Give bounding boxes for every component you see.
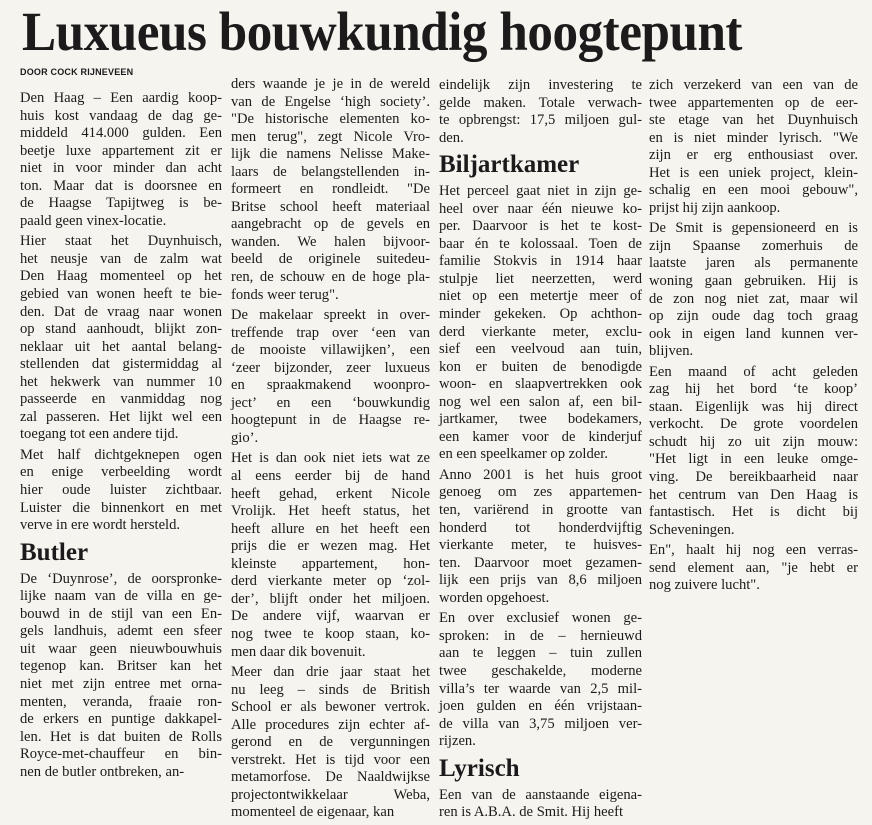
text-line: fonds weer terug". [231,286,339,303]
text-line: al eens eerder bij de hand [231,468,430,485]
text-line: twee appartementen op de eer- [649,94,858,111]
text-line: prijst hij zijn aankoop. [649,199,781,216]
text-line: worden opgehoest. [439,589,550,606]
text-line: School er als bewoner vertrok. [231,699,430,716]
section-heading [439,754,642,784]
text-line: de Haagse Tapijtweg is be- [20,195,222,212]
paragraph [439,467,642,607]
text-line: zijn er erg enthousiast over. [649,147,858,164]
text-line: ving. De bereikbaarheid naar [649,469,858,486]
text-line: treffende trap over ‘een van [231,324,430,341]
text-line: heeft allure en het heeft een [231,520,430,537]
text-line: minder gekeken. Op achthon- [439,306,642,323]
text-line: stellenden dat gistermiddag al [20,356,222,373]
text-line: ren is A.B.A. de Smit. Hij heeft [439,804,624,821]
text-line: prijs die er wezen mag. Het [231,538,430,555]
text-line: ook in eigen land kunnen ver- [649,325,858,342]
text-line: uit waar geen nieuwbouwhuis [20,640,222,657]
text-line: en spraakmakend woonpro- [231,377,430,394]
text-line: De andere vijf, waarvan er [231,608,430,625]
text-line: zag hij het bord ‘te koop’ [649,381,858,398]
text-line: gelde maken. Totale verwach- [439,94,642,111]
text-line: sproken: in de – hernieuwd [439,627,642,644]
text-line: Anno 2001 is het huis groot [439,466,642,483]
text-line: ‘zeer bijzonder, zeer luxueus [231,359,430,376]
text-line: len. Het is dat buiten de Rolls [20,728,222,745]
paragraph [20,571,222,782]
text-line: Alle procedures zijn echter af- [231,716,430,733]
text-line: middeld 414.000 gulden. Een [20,125,222,142]
text-line: Een van de aanstaande eigena- [439,786,642,803]
text-line: staan. Eigenlijk was hij direct [649,398,858,415]
text-line: lijk een prijs van 8,6 miljoen [439,572,642,589]
text-line: momenteel de eigenaar, kan [231,804,395,821]
text-line: En", haalt hij nog een verras- [649,542,858,559]
text-line: niet met zijn entree met orna- [20,675,222,692]
paragraph [649,220,858,360]
paragraph [649,77,858,217]
text-line: ten, variërend in grootte van [439,502,642,519]
text-line: aan te leggen – tuin zullen [439,645,642,662]
text-line: Het is een uniek project, klein- [649,164,858,181]
text-line: men daar dik bovenuit. [231,643,366,660]
text-line: gebied van wonen heeft te bie- [20,286,222,303]
section-heading [20,538,222,568]
paragraph [231,664,430,822]
text-line: twee geschakelde, moderne [439,662,642,679]
text-line: schudt hij zo uit zijn mouw: [649,433,858,450]
text-line: den. Dat de vraag naar wonen [20,303,222,320]
text-line: woning gaan gebruiken. Hij is [649,273,858,290]
text-line: projectontwikkelaar Weba, [231,786,430,803]
text-line: De makelaar spreekt in over- [231,307,430,324]
paragraph [649,364,858,539]
text-line: familie Stokvis in 1914 haar [439,253,642,270]
paragraph [20,90,222,230]
text-line: honderd tot honderdvijftig [439,519,642,536]
text-line: ren, de schouw en de hoge pla- [231,269,430,286]
text-line: Luister die binnenkort en met [20,499,222,516]
text-line: Royce-met-chauffeur en bin- [20,746,222,763]
text-line: op stand aanhoudt, blijkt zon- [20,321,222,338]
text-line: rijzen. [439,733,476,750]
text-line: paald geen vinex-locatie. [20,212,167,229]
text-line: De Smit is gepensioneerd en is [649,220,858,237]
text-line: metamorfose. De Naaldwijkse [231,769,430,786]
text-line: Meer dan drie jaar staat het [231,664,430,681]
text-line: derd vierkante meter, exclu- [439,323,642,340]
text-line: kon er buiten de benodigde [439,358,642,375]
text-line: Het perceel gaat niet in zijn ge- [439,183,642,200]
text-line: toegang tot een andere tijd. [20,426,179,443]
paragraph [231,307,430,447]
text-line: "Het ligt in een leuke omge- [649,451,858,468]
text-line: blijven. [649,343,694,360]
text-line: heel over naar één nieuwe ko- [439,200,642,217]
article-column-3 [439,77,642,825]
text-line: ders waande je je in de wereld [231,76,430,92]
paragraph [649,542,858,595]
text-line: stulpje liet neerzetten, werd [439,270,642,287]
text-line: Britse school heeft materiaal [231,198,430,215]
text-line: de zon nog niet zat, maar wil [649,290,858,307]
text-line: En over exclusief wonen ge- [439,610,642,627]
text-line: heeft gehad, erkent Nicole [231,485,430,502]
text-line: van de Engelse ‘high society’. [231,93,430,110]
text-line: laars de belangstellenden in- [231,163,430,180]
text-line: send element aan, "je hebt er [649,559,858,576]
paragraph [439,787,642,822]
text-line: Met half dichtgeknepen ogen [20,446,222,463]
text-line: de villa van 3,75 miljoen ver- [439,715,642,732]
text-line: passeerde en vanmiddag nog [20,391,222,408]
text-line: het hekwerk van nummer 10 [20,373,222,390]
text-line: nu leeg – sinds de British [231,681,430,698]
text-line: en een speelkamer op zolder. [439,446,608,463]
text-line: formeert en rondleidt. "De [231,181,430,198]
text-line: aangebracht op de gevels en [231,216,430,233]
text-line: hier oude luister zichtbaar. [20,482,222,499]
text-line: Vrolijk. Het heeft status, het [231,503,430,520]
text-line: Het is dan ook niet iets wat ze [231,450,430,467]
text-line: men terug", zegt Nicole Vro- [231,128,430,145]
text-line: jartkamer, twee bodekamers, [439,411,642,428]
text-line: de erkers en puntige dakkapel- [20,711,222,728]
text-line: fantastisch. Het is dicht bij [649,504,858,521]
text-line: niet op een metertje meer of [439,288,642,305]
text-line: laatste jaren als permanente [649,255,858,272]
text-line: lijke naam van de villa en ge- [20,588,222,605]
text-line: De ‘Duynrose’, de oorspronke- [20,570,222,587]
section-heading-text: Biljartkamer [439,151,580,179]
byline: DOOR COCK RIJNEVEEN [20,67,134,77]
text-line: genoeg om zes appartemen- [439,484,642,501]
text-line: zijn Spaanse zomerhuis de [649,237,858,254]
text-line: Den Haag momenteel op het [20,268,222,285]
text-line: een kamer voor de kinderjuf [439,428,642,445]
paragraph [439,183,642,464]
paragraph [20,233,222,444]
article-column-1 [20,67,222,784]
article-column-4 [649,77,858,598]
text-line: het neusje van de zalm wat [20,250,222,267]
text-line: verstrekt. Het is tijd voor een [231,751,430,768]
text-line: op zijn oude dag toch graag [649,308,858,325]
text-line: den. [439,129,464,146]
paragraph [439,610,642,750]
text-line: bouwd in de stijl van een En- [20,605,222,622]
text-line: "De historische elementen ko- [231,111,430,128]
text-line: het centrum van Den Haag is [649,486,858,503]
text-line: der’, blijft onder het miljoen. [231,590,430,607]
text-line: te opbrengst: 17,5 miljoen gul- [439,112,642,129]
text-line: menten, veranda, fraaie ron- [20,693,222,710]
text-line: ton. Maar dat is doorsnee en [20,177,222,194]
text-line: tegenop kan. Britser kan het [20,658,222,675]
text-line: ten. Daarvoor moet gezamen- [439,554,642,571]
text-line: ste etage van het Duynhuisch [649,112,858,129]
text-line: wanden. We halen bijvoor- [231,233,430,250]
text-line: nog wel een salon af, een bil- [439,393,642,410]
text-line: beeld de originele suitedeu- [231,251,430,268]
text-line: en is niet minder lyrisch. "We [649,129,858,146]
text-line: Scheveningen. [649,521,735,538]
text-line: woon- en slaapvertrekken ook [439,376,642,393]
text-line: sief een veelvoud aan tuin, [439,341,642,358]
text-line: en enige verbeelding wordt [20,464,222,481]
text-line: gerond en de vergunningen [231,734,430,751]
text-line: zich verzekerd van een van de [649,77,858,93]
text-line: gels landhuis, ademt een sfeer [20,623,222,640]
paragraph [231,76,430,304]
text-line: hoogtepunt in de Haagse re- [231,412,430,429]
text-line: nen de butler ontbreken, an- [20,763,185,780]
text-line: villa’s ter waarde van 2,5 mil- [439,680,642,697]
text-line: neklaar uit het aantal belang- [20,338,222,355]
article-column-2 [231,76,430,825]
section-heading-text: Butler [20,538,89,566]
text-line: schalig en een mooi gebouw", [649,182,858,199]
text-line: Een maand of acht geleden [649,363,858,380]
text-line: baar én te kolossaal. Toen de [439,235,642,252]
section-heading [439,150,642,180]
text-line: nog twee te koop staan, ko- [231,625,430,642]
section-heading-text: Lyrisch [439,754,520,782]
text-line: gio’. [231,429,259,446]
text-line: verkocht. De grote voordelen [649,416,858,433]
paragraph [231,450,430,661]
text-line: lijk die namens Nelisse Make- [231,146,430,163]
text-line: huis kost vandaag de dag ge- [20,107,222,124]
text-line: Hier staat het Duynhuisch, [20,233,222,250]
text-line: kleinste appartement, hon- [231,555,430,572]
text-line: zal passeren. Het lijkt wel een [20,408,222,425]
paragraph [20,447,222,535]
text-line: derd vierkante meter op ‘zol- [231,573,430,590]
article-headline: Luxueus bouwkundig hoogtepunt [22,1,743,62]
text-line: niet in voor minder dan acht [20,160,222,177]
text-line: eindelijk zijn investering te [439,77,642,93]
text-line: per. Daarvoor is het te kost- [439,218,642,235]
text-line: ject’ en een ‘bouwkundig [231,394,430,411]
text-line: de mooiste villawijken’, een [231,342,430,359]
text-line: vierkante meter, te huisves- [439,537,642,554]
text-line: nog zuivere lucht". [649,577,760,594]
paragraph [439,77,642,147]
text-line: verve in ere wordt hersteld. [20,517,181,534]
text-line: joen gulden en één vrijstaan- [439,698,642,715]
text-line: beetje luxe appartement zit er [20,142,222,159]
text-line: Den Haag – Een aardig koop- [20,90,222,106]
